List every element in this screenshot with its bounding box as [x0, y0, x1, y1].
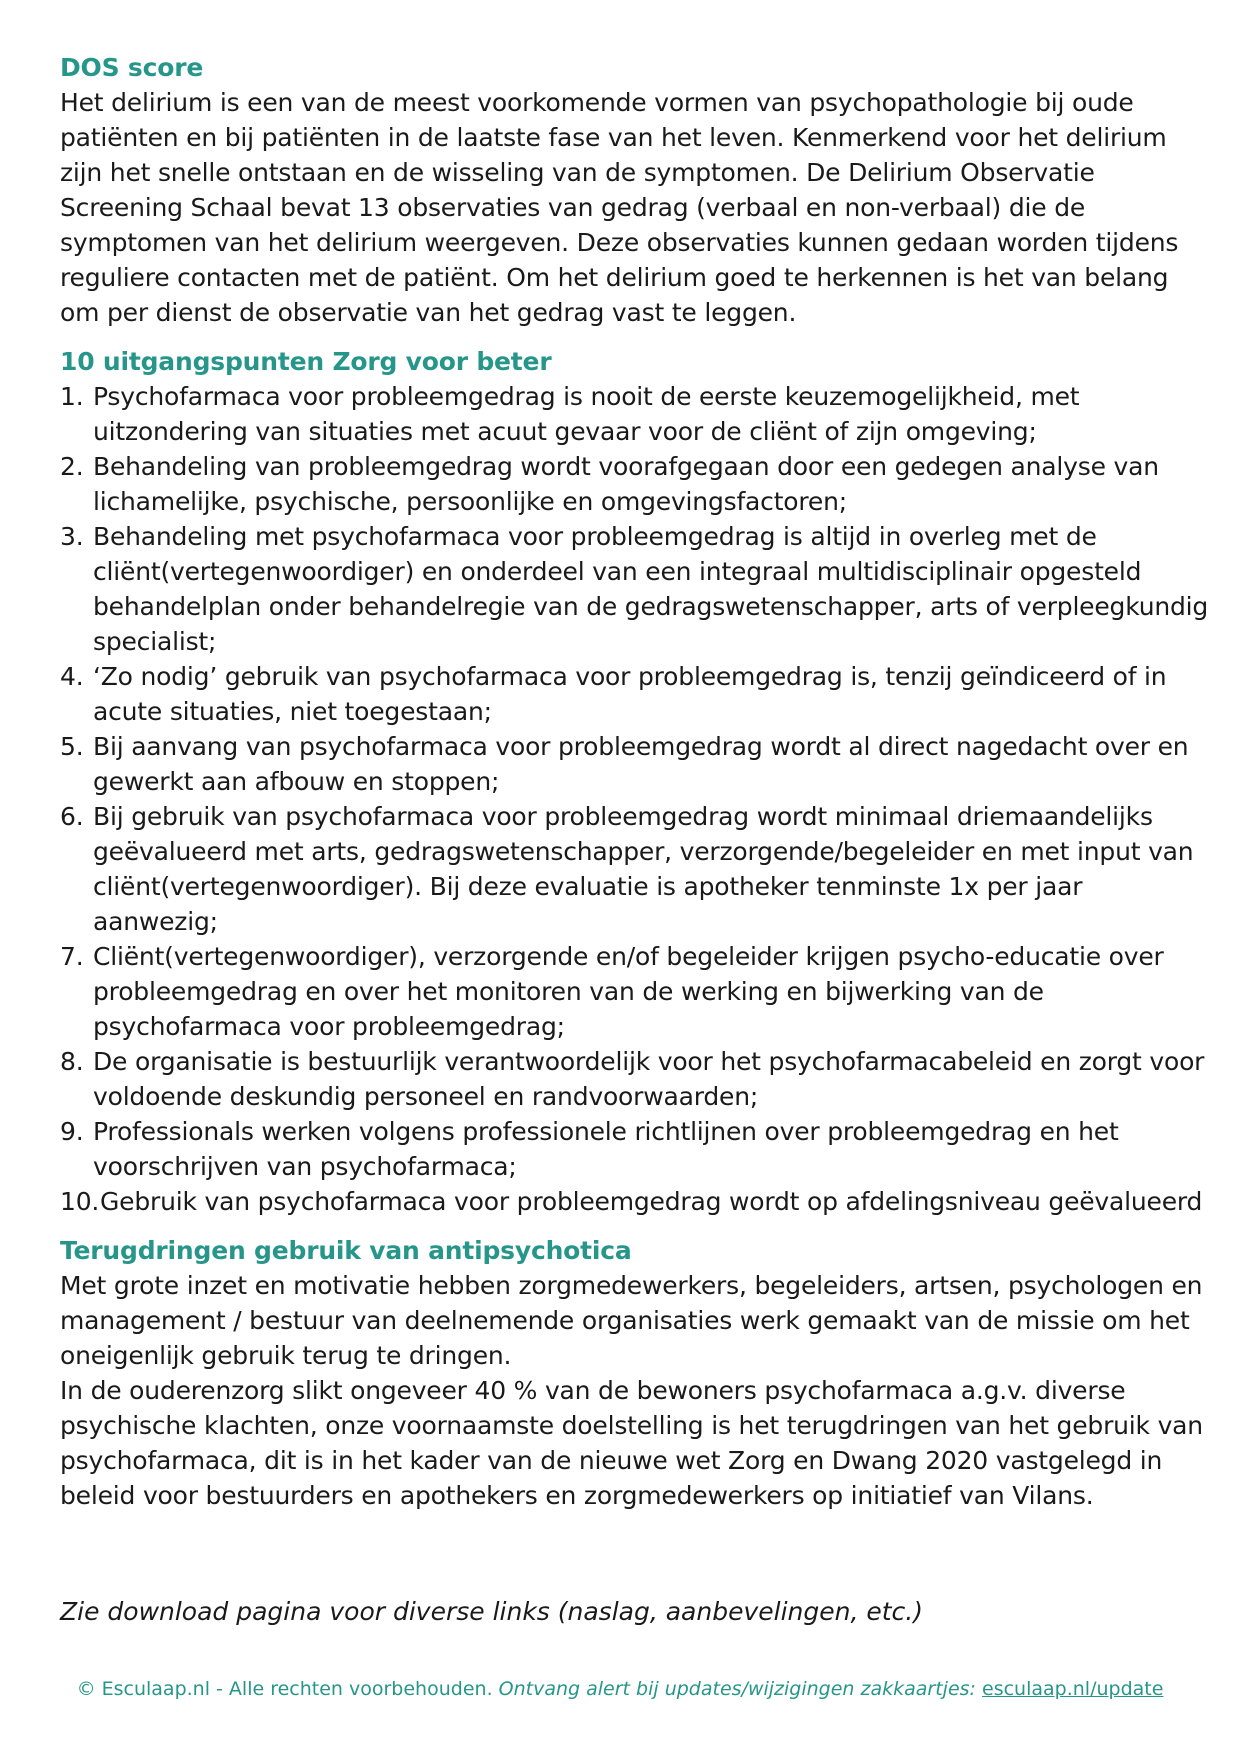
- principle-number: 5.: [60, 732, 84, 761]
- principle-number: 9.: [60, 1117, 84, 1146]
- principle-number: 7.: [60, 942, 84, 971]
- principle-item: [60, 379, 1210, 449]
- principle-number: 2.: [60, 452, 84, 481]
- principle-item: [60, 729, 1210, 799]
- principles-heading: 10 uitgangspunten Zorg voor beter: [60, 347, 552, 376]
- principle-text: Professionals werken volgens professionele richtlijnen over probleemgedrag en het voorschrijven van psychofarmaca;: [93, 1117, 1119, 1181]
- principles-list: [60, 379, 1210, 1219]
- principle-text: Behandeling met psychofarmaca voor probleemgedrag is altijd in overleg met de cliënt(vertegenwoordiger) en onderdeel van een integraal multidisciplinair opgesteld behandelplan onder behandelregie van de gedragswetenschapper, arts of verpleegkundig specialist;: [93, 522, 1209, 656]
- principle-number: 3.: [60, 522, 84, 551]
- principle-text: Psychofarmaca voor probleemgedrag is nooit de eerste keuzemogelijkheid, met uitzondering van situaties met acuut gevaar voor de cliënt of zijn omgeving;: [93, 382, 1080, 446]
- footer-copyright: © Esculaap.nl - Alle rechten voorbehouden.: [76, 1678, 493, 1700]
- dos-score-paragraph: Het delirium is een van de meest voorkomende vormen van psychopathologie bij oude patiënten en bij patiënten in de laatste fase van het leven. Kenmerkend voor het delirium zijn het snelle ontstaan en de wisseling van de symptomen. De Delirium Observatie Screening Schaal bevat 13 observaties van gedrag (verbaal en non-verbaal) die de symptomen van het delirium weergeven. Deze observaties kunnen gedaan worden tijdens reguliere contacten met de patiënt. Om het delirium goed te herkennen is het van belang om per dienst de observatie van het gedrag vast te leggen.: [60, 88, 1179, 327]
- principle-item: [60, 449, 1210, 519]
- antipsychotica-paragraph-1: Met grote inzet en motivatie hebben zorgmedewerkers, begeleiders, artsen, psychologen en management / bestuur van deelnemende organisaties werk gemaakt van de missie om het oneigenlijk gebruik terug te dringen.: [60, 1271, 1203, 1370]
- footer-update-link[interactable]: esculaap.nl/update: [982, 1678, 1164, 1700]
- principle-item: [60, 659, 1210, 729]
- principle-text: Behandeling van probleemgedrag wordt voorafgegaan door een gedegen analyse van lichamelijke, psychische, persoonlijke en omgevingsfactoren;: [93, 452, 1159, 516]
- principle-number: 8.: [60, 1047, 84, 1076]
- principle-item: [60, 1184, 1210, 1219]
- principle-item: [60, 1114, 1210, 1184]
- principle-item: [60, 519, 1210, 659]
- principle-text: Bij gebruik van psychofarmaca voor probleemgedrag wordt minimaal driemaandelijks geëvalueerd met arts, gedragswetenschapper, verzorgende/begeleider en met input van cliënt(vertegenwoordiger). Bij deze evaluatie is apotheker tenminste 1x per jaar aanwezig;: [93, 802, 1194, 936]
- principle-item: [60, 939, 1210, 1044]
- principle-text: De organisatie is bestuurlijk verantwoordelijk voor het psychofarmacabeleid en zorgt voor voldoende deskundig personeel en randvoorwaarden;: [93, 1047, 1205, 1111]
- principle-item: [60, 799, 1210, 939]
- principle-number: 10.: [60, 1187, 100, 1216]
- principle-item: [60, 1044, 1210, 1114]
- principle-number: 4.: [60, 662, 84, 691]
- principle-text: Cliënt(vertegenwoordiger), verzorgende en/of begeleider krijgen psycho-educatie over probleemgedrag en over het monitoren van de werking en bijwerking van de psychofarmaca voor probleemgedrag;: [93, 942, 1164, 1041]
- principle-text: Gebruik van psychofarmaca voor probleemgedrag wordt op afdelingsniveau geëvalueerd: [100, 1187, 1203, 1216]
- document-content: [60, 50, 1210, 1513]
- dos-score-heading: DOS score: [60, 53, 204, 82]
- footer-alert-text: Ontvang alert bij updates/wijzigingen zakkaartjes:: [498, 1678, 976, 1700]
- antipsychotica-heading: Terugdringen gebruik van antipsychotica: [60, 1236, 632, 1265]
- download-note: Zie download pagina voor diverse links (naslag, aanbevelingen, etc.): [60, 1597, 924, 1626]
- principle-number: 6.: [60, 802, 84, 831]
- footer: [0, 1676, 1240, 1702]
- principle-text: ‘Zo nodig’ gebruik van psychofarmaca voor probleemgedrag is, tenzij geïndiceerd of in acute situaties, niet toegestaan;: [93, 662, 1167, 726]
- principle-number: 1.: [60, 382, 84, 411]
- antipsychotica-paragraph-2: In de ouderenzorg slikt ongeveer 40 % van de bewoners psychofarmaca a.g.v. diverse psychische klachten, onze voornaamste doelstelling is het terugdringen van het gebruik van psychofarmaca, dit is in het kader van de nieuwe wet Zorg en Dwang 2020 vastgelegd in beleid voor bestuurders en apothekers en zorgmedewerkers op initiatief van Vilans.: [60, 1376, 1203, 1510]
- principle-text: Bij aanvang van psychofarmaca voor probleemgedrag wordt al direct nagedacht over en gewerkt aan afbouw en stoppen;: [93, 732, 1189, 796]
